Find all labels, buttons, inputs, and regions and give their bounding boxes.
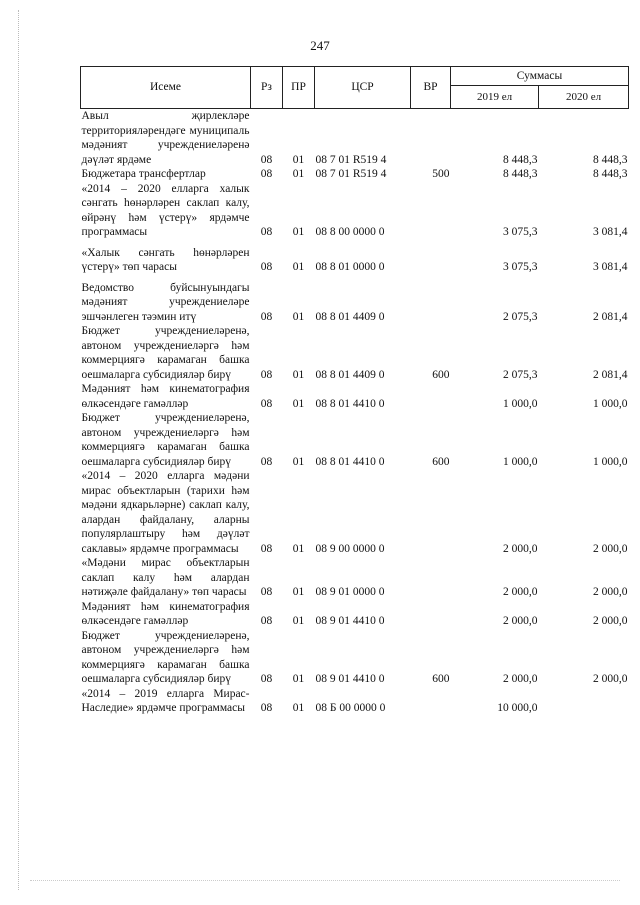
row-rz: 08 xyxy=(260,168,273,180)
row-vr: 600 xyxy=(432,368,450,381)
row-vr xyxy=(411,469,451,556)
row-csr: 08 8 01 0000 0 xyxy=(315,261,385,273)
row-pr: 01 xyxy=(292,702,305,714)
row-sum-2020: 2 000,0 xyxy=(593,542,628,555)
row-sum-2020: 8 448,3 xyxy=(593,168,628,180)
row-vr xyxy=(411,687,451,716)
row-sum-2020: 2 000,0 xyxy=(593,673,628,685)
page-number: 247 xyxy=(310,38,330,53)
row-rz: 08 xyxy=(260,455,273,468)
row-sum-2019: 2 000,0 xyxy=(503,586,538,598)
header-2019: 2019 ел xyxy=(451,86,539,109)
row-sum-2019: 3 075,3 xyxy=(503,261,538,273)
row-vr xyxy=(411,556,451,600)
row-sum-2020 xyxy=(539,687,629,716)
row-name: «2014 – 2019 елларга Мирас-Наследие» ярдәмче программасы xyxy=(81,687,250,714)
row-sum-2020: 2 000,0 xyxy=(593,586,628,598)
row-sum-2019: 2 075,3 xyxy=(503,310,538,323)
row-csr: 08 8 01 4409 0 xyxy=(315,368,385,381)
row-rz: 08 xyxy=(260,261,273,273)
row-sum-2019: 2 000,0 xyxy=(503,615,538,627)
row-sum-2020: 1 000,0 xyxy=(593,397,628,410)
row-vr xyxy=(411,382,451,411)
table-row xyxy=(81,556,629,600)
table-row xyxy=(81,687,629,716)
row-name: Бюджет учреждениеләренә, автоном учреждениеләргә һәм коммерциягә карамаган башка оешмаларга субсидияләр бирү xyxy=(81,412,250,468)
row-sum-2019: 2 000,0 xyxy=(503,542,538,555)
header-2020: 2020 ел xyxy=(539,86,629,109)
row-sum-2019: 3 075,3 xyxy=(503,226,538,238)
row-pr: 01 xyxy=(292,397,305,410)
row-name: «Мәдәни мирас объектларын саклап калу һәм алардан нәтиҗәле файдалану» төп чарасы xyxy=(81,557,250,598)
row-pr: 01 xyxy=(292,615,305,627)
row-csr: 08 9 01 0000 0 xyxy=(315,586,385,598)
row-sum-2019: 10 000,0 xyxy=(497,702,538,714)
row-csr: 08 7 01 R519 4 xyxy=(315,168,387,180)
row-csr: 08 9 01 4410 0 xyxy=(315,673,385,685)
table-row xyxy=(81,240,629,275)
table-row xyxy=(81,182,629,240)
row-csr: 08 7 01 R519 4 xyxy=(315,153,387,166)
row-csr: 08 8 01 4410 0 xyxy=(315,397,385,410)
row-csr: 08 8 00 0000 0 xyxy=(315,226,385,238)
row-sum-2020: 2 081,4 xyxy=(593,368,628,381)
row-rz: 08 xyxy=(260,586,273,598)
row-csr: 08 8 01 4410 0 xyxy=(315,455,385,468)
row-csr: 08 8 01 4409 0 xyxy=(315,310,385,323)
row-name: Бюджет учреждениеләренә, автоном учреждениеләргә һәм коммерциягә карамаган башка оешмаларга субсидияләр бирү xyxy=(81,325,250,381)
row-name: Мәдәният һәм кинематография өлкәсендәге гамәлләр xyxy=(81,383,250,410)
table-header xyxy=(81,67,629,109)
header-csr: ЦСР xyxy=(315,67,411,109)
table-row xyxy=(81,600,629,629)
row-vr: 600 xyxy=(432,455,450,468)
row-rz: 08 xyxy=(260,226,273,238)
row-sum-2019: 2 075,3 xyxy=(503,368,538,381)
row-vr: 500 xyxy=(432,168,450,180)
row-rz: 08 xyxy=(260,615,273,627)
row-vr xyxy=(411,109,451,168)
row-vr: 600 xyxy=(432,673,450,685)
row-sum-2019: 8 448,3 xyxy=(503,168,538,180)
row-pr: 01 xyxy=(292,586,305,598)
row-pr: 01 xyxy=(292,310,305,323)
row-pr: 01 xyxy=(292,455,305,468)
header-pr: ПР xyxy=(283,67,315,109)
header-vr: ВР xyxy=(411,67,451,109)
row-name: «2014 – 2020 елларга мәдәни мирас объектларын (тарихи һәм мәдәни ядкарьләрне) саклап калу, алардан файдалану, аларны популярлаштыру һәм дәүләт саклавы» ярдәмче программасы xyxy=(81,470,250,555)
table-row xyxy=(81,411,629,469)
table-row xyxy=(81,469,629,556)
row-rz: 08 xyxy=(260,310,273,323)
row-name: «2014 – 2020 елларга халык сәнгать һөнәрләрен саклап калу, өйрәнү һәм үстерү» ярдәмче программасы xyxy=(81,182,250,238)
row-pr: 01 xyxy=(292,153,305,166)
row-sum-2020: 1 000,0 xyxy=(593,455,628,468)
row-pr: 01 xyxy=(292,226,305,238)
row-sum-2019: 8 448,3 xyxy=(503,153,538,166)
row-name: Ведомство буйсынуындагы мәдәният учреждениеләре эшчәнлеген тәэмин итү xyxy=(81,281,250,323)
row-sum-2020: 2 000,0 xyxy=(593,615,628,627)
row-vr xyxy=(411,240,451,275)
row-sum-2019: 1 000,0 xyxy=(503,397,538,410)
row-rz: 08 xyxy=(260,397,273,410)
row-vr xyxy=(411,275,451,325)
row-sum-2020: 3 081,4 xyxy=(593,226,628,238)
table-row xyxy=(81,275,629,325)
row-sum-2020: 8 448,3 xyxy=(593,153,628,166)
budget-table xyxy=(80,66,629,716)
bottom-scan-rule xyxy=(30,880,620,881)
row-csr: 08 Б 00 0000 0 xyxy=(315,702,386,714)
table-row xyxy=(81,324,629,382)
row-name: Бюджетара трансфертлар xyxy=(81,168,206,180)
table-row xyxy=(81,629,629,687)
table-row xyxy=(81,382,629,411)
table-row xyxy=(81,109,629,168)
row-name: Мәдәният һәм кинематография өлкәсендәге гамәлләр xyxy=(81,600,250,627)
row-vr xyxy=(411,182,451,240)
row-rz: 08 xyxy=(260,542,273,555)
row-name: Бюджет учреждениеләренә, автоном учреждениеләргә һәм коммерциягә карамаган башка оешмаларга субсидияләр бирү xyxy=(81,629,250,685)
table-body xyxy=(81,109,629,716)
header-rz: Рз xyxy=(251,67,283,109)
row-sum-2020: 2 081,4 xyxy=(593,310,628,323)
row-pr: 01 xyxy=(292,673,305,685)
row-rz: 08 xyxy=(260,368,273,381)
row-rz: 08 xyxy=(260,673,273,685)
row-rz: 08 xyxy=(260,153,273,166)
row-csr: 08 9 00 0000 0 xyxy=(315,542,385,555)
row-rz: 08 xyxy=(260,702,273,714)
row-sum-2019: 1 000,0 xyxy=(503,455,538,468)
row-pr: 01 xyxy=(292,168,305,180)
header-sums: Суммасы xyxy=(451,67,629,86)
row-name: «Халык сәнгать һөнәрләрен үстерү» төп чарасы xyxy=(81,246,250,273)
row-name: Авыл җирлекләре территорияләрендәге муниципаль мәдәният учреждениеләренә дәүләт ярдәме xyxy=(81,110,250,166)
row-sum-2019: 2 000,0 xyxy=(503,673,538,685)
row-csr: 08 9 01 4410 0 xyxy=(315,615,385,627)
row-pr: 01 xyxy=(292,261,305,273)
row-vr xyxy=(411,600,451,629)
row-sum-2020: 3 081,4 xyxy=(593,261,628,273)
left-margin-mark xyxy=(18,10,19,890)
header-name: Исеме xyxy=(81,67,251,109)
table-row xyxy=(81,167,629,182)
row-pr: 01 xyxy=(292,542,305,555)
row-pr: 01 xyxy=(292,368,305,381)
